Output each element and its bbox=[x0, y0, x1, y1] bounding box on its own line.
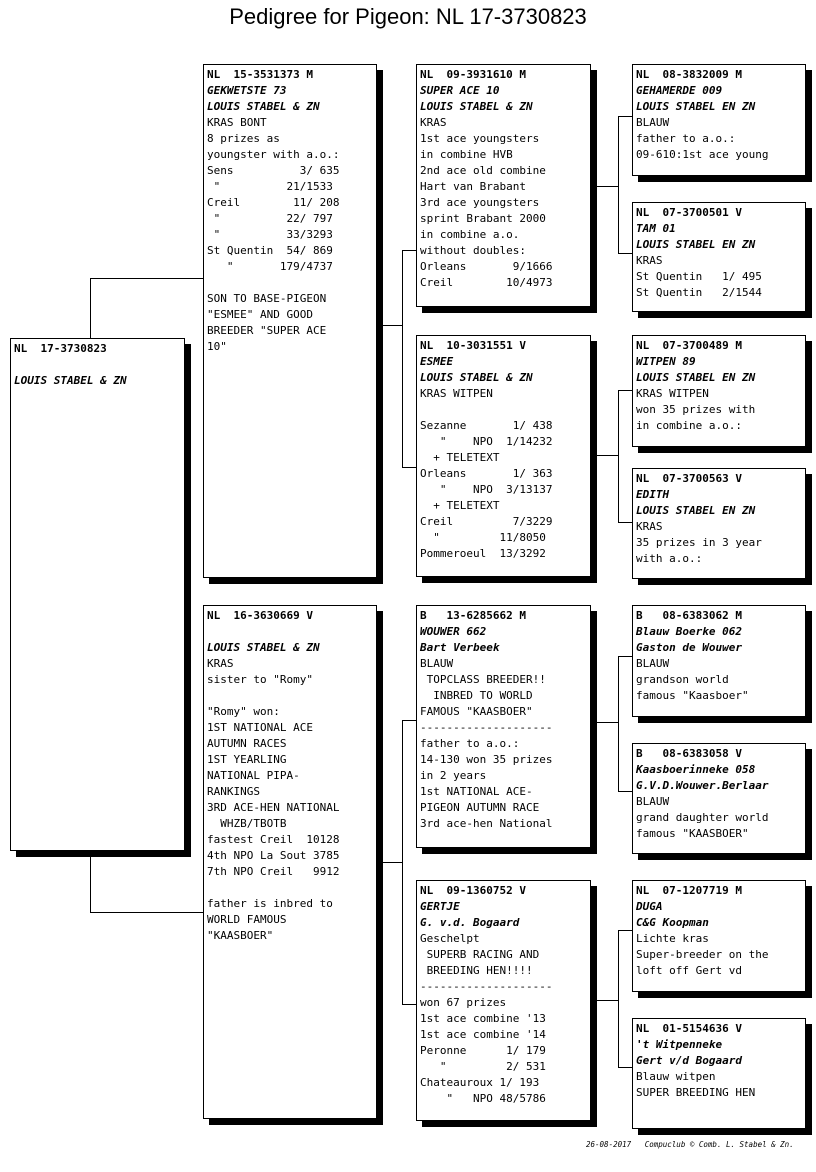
info-line: 1ST YEARLING bbox=[207, 753, 287, 766]
pigeon-name-line: Bart Verbeek bbox=[420, 641, 500, 654]
pigeon-name-line: SUPER ACE 10 bbox=[420, 84, 500, 97]
info-line: fastest Creil 10128 bbox=[207, 833, 340, 846]
info-line: famous "KAASBOER" bbox=[636, 827, 749, 840]
info-line: St Quentin 2/1544 bbox=[636, 286, 762, 299]
info-line: WHZB/TBOTB bbox=[207, 817, 287, 830]
pigeon-name-line: GEHAMERDE 009 bbox=[636, 84, 723, 97]
info-line: without doubles: bbox=[420, 244, 526, 257]
info-line: SON TO BASE-PIGEON bbox=[207, 292, 327, 305]
info-line: Creil 7/3229 bbox=[420, 515, 553, 528]
ring-number: NL 08-3832009 M bbox=[636, 68, 742, 81]
ring-number: NL 09-1360752 V bbox=[420, 884, 526, 897]
info-line: loft off Gert vd bbox=[636, 964, 742, 977]
info-line: BREEDER "SUPER ACE bbox=[207, 324, 327, 337]
pigeon-name-line: WITPEN 89 bbox=[636, 355, 696, 368]
info-line: WORLD FAMOUS bbox=[207, 913, 287, 926]
pigeon-name-line: Gaston de Wouwer bbox=[636, 641, 742, 654]
info-line: 4th NPO La Sout 3785 bbox=[207, 849, 340, 862]
info-line bbox=[207, 688, 373, 704]
info-line: 2nd ace old combine bbox=[420, 164, 546, 177]
info-line: BLAUW bbox=[420, 657, 454, 670]
info-line: Creil 10/4973 bbox=[420, 276, 553, 289]
info-line: 8 prizes as bbox=[207, 132, 280, 145]
connector-line bbox=[376, 325, 402, 326]
info-line bbox=[420, 402, 587, 418]
pigeon-card-sire-sire-dam bbox=[632, 202, 806, 312]
info-line: in combine a.o.: bbox=[636, 419, 742, 432]
connector-line bbox=[90, 912, 204, 913]
info-line: Creil 11/ 208 bbox=[207, 196, 340, 209]
pigeon-name-line: ESMEE bbox=[420, 355, 454, 368]
connector-line bbox=[590, 186, 618, 187]
pigeon-name-line: Blauw Boerke 062 bbox=[636, 625, 742, 638]
pigeon-card-sire-sire-sire bbox=[632, 64, 806, 176]
pigeon-name-line: G. v.d. Bogaard bbox=[420, 916, 520, 929]
info-line: BLAUW bbox=[636, 116, 670, 129]
pigeon-name-line: LOUIS STABEL EN ZN bbox=[636, 100, 756, 113]
info-line: 3rd ace-hen National bbox=[420, 817, 553, 830]
info-line: PIGEON AUTUMN RACE bbox=[420, 801, 540, 814]
info-line: 14-130 won 35 prizes bbox=[420, 753, 553, 766]
connector-line bbox=[90, 851, 91, 912]
info-line: SUPER BREEDING HEN bbox=[636, 1086, 756, 1099]
ring-number: NL 09-3931610 M bbox=[420, 68, 526, 81]
info-line: " 2/ 531 bbox=[420, 1060, 546, 1073]
pigeon-name-line: Gert v/d Bogaard bbox=[636, 1054, 742, 1067]
connector-line bbox=[590, 722, 618, 723]
footer-credit: 26-08-2017 Compuclub © Comb. L. Stabel & Zn. bbox=[586, 1140, 794, 1149]
pigeon-name-line: G.V.D.Wouwer.Berlaar bbox=[636, 779, 769, 792]
ring-number: NL 01-5154636 V bbox=[636, 1022, 742, 1035]
pigeon-card-dam bbox=[203, 605, 377, 1119]
info-line: sprint Brabant 2000 bbox=[420, 212, 546, 225]
info-line: sister to "Romy" bbox=[207, 673, 313, 686]
ring-number: B 08-6383058 V bbox=[636, 747, 742, 760]
pigeon-card-sire bbox=[203, 64, 377, 578]
pigeon-card-sire-sire bbox=[416, 64, 591, 307]
connector-line bbox=[590, 1000, 618, 1001]
pigeon-card-sire-dam-dam bbox=[632, 468, 806, 579]
info-line: AUTUMN RACES bbox=[207, 737, 287, 750]
info-line: TOPCLASS BREEDER!! bbox=[420, 673, 546, 686]
info-line: KRAS WITPEN bbox=[420, 387, 493, 400]
pigeon-name-line: TAM 01 bbox=[636, 222, 676, 235]
info-line: won 35 prizes with bbox=[636, 403, 756, 416]
connector-line bbox=[618, 116, 619, 254]
info-line: " 179/4737 bbox=[207, 260, 333, 273]
info-line: "Romy" won: bbox=[207, 705, 280, 718]
connector-line bbox=[618, 390, 619, 523]
pigeon-name-line: GERTJE bbox=[420, 900, 460, 913]
ring-number: NL 07-3700501 V bbox=[636, 206, 742, 219]
info-line: St Quentin 1/ 495 bbox=[636, 270, 762, 283]
pigeon-name-line: LOUIS STABEL & ZN bbox=[420, 100, 533, 113]
info-line: " 11/8050 bbox=[420, 531, 546, 544]
info-line: SUPERB RACING AND bbox=[420, 948, 540, 961]
info-line: Sens 3/ 635 bbox=[207, 164, 340, 177]
ring-number: NL 07-3700489 M bbox=[636, 339, 742, 352]
pigeon-name-line: LOUIS STABEL EN ZN bbox=[636, 371, 756, 384]
info-line: youngster with a.o.: bbox=[207, 148, 340, 161]
page-title: Pedigree for Pigeon: NL 17-3730823 bbox=[229, 4, 587, 29]
ring-number: NL 16-3630669 V bbox=[207, 609, 313, 622]
info-line: " NPO 3/13137 bbox=[420, 483, 553, 496]
info-line: 35 prizes in 3 year bbox=[636, 536, 762, 549]
connector-line bbox=[90, 278, 91, 340]
info-line: 1st ace combine '14 bbox=[420, 1028, 546, 1041]
connector-line bbox=[90, 278, 204, 279]
connector-line bbox=[402, 720, 403, 1005]
pigeon-name-line: LOUIS STABEL & ZN bbox=[207, 100, 320, 113]
info-line: 3rd ace youngsters bbox=[420, 196, 540, 209]
info-line: Lichte kras bbox=[636, 932, 709, 945]
pigeon-name-line: 't Witpenneke bbox=[636, 1038, 723, 1051]
info-line: 1ST NATIONAL ACE bbox=[207, 721, 313, 734]
info-line: " NPO 1/14232 bbox=[420, 435, 553, 448]
pigeon-card-dam-sire bbox=[416, 605, 591, 848]
pigeon-name-line: GEKWETSTE 73 bbox=[207, 84, 287, 97]
info-line: KRAS BONT bbox=[207, 116, 267, 129]
info-line bbox=[207, 880, 373, 896]
info-line: " 21/1533 bbox=[207, 180, 333, 193]
info-line: father is inbred to bbox=[207, 897, 333, 910]
info-line: KRAS bbox=[207, 657, 234, 670]
info-line: in 2 years bbox=[420, 769, 487, 782]
info-line: 10" bbox=[207, 340, 227, 353]
info-line: grand daughter world bbox=[636, 811, 769, 824]
pigeon-name-line: LOUIS STABEL EN ZN bbox=[636, 238, 756, 251]
info-line: NATIONAL PIPA- bbox=[207, 769, 300, 782]
info-line: + TELETEXT bbox=[420, 499, 500, 512]
info-line: father to a.o.: bbox=[420, 737, 520, 750]
info-line: father to a.o.: bbox=[636, 132, 736, 145]
info-line: 1st ace youngsters bbox=[420, 132, 540, 145]
info-line: 3RD ACE-HEN NATIONAL bbox=[207, 801, 340, 814]
info-line: INBRED TO WORLD bbox=[420, 689, 533, 702]
pigeon-card-subject bbox=[10, 338, 185, 851]
connector-line bbox=[618, 930, 619, 1068]
info-line: Hart van Brabant bbox=[420, 180, 526, 193]
info-line: BLAUW bbox=[636, 657, 670, 670]
info-line bbox=[207, 275, 373, 291]
info-line: KRAS bbox=[636, 254, 663, 267]
info-line: 1st NATIONAL ACE- bbox=[420, 785, 533, 798]
ring-number: NL 15-3531373 M bbox=[207, 68, 313, 81]
info-line bbox=[207, 624, 373, 640]
info-line: famous "Kaasboer" bbox=[636, 689, 749, 702]
info-line: Super-breeder on the bbox=[636, 948, 769, 961]
info-line: "KAASBOER" bbox=[207, 929, 274, 942]
pigeon-card-sire-dam bbox=[416, 335, 591, 577]
pigeon-name-line: LOUIS STABEL EN ZN bbox=[636, 504, 756, 517]
connector-line bbox=[402, 250, 403, 468]
info-line: -------------------- bbox=[420, 980, 553, 993]
info-line bbox=[14, 357, 181, 373]
pigeon-name-line: LOUIS STABEL & ZN bbox=[14, 374, 127, 387]
info-line: Chateauroux 1/ 193 bbox=[420, 1076, 540, 1089]
pigeon-name-line: WOUWER 662 bbox=[420, 625, 487, 638]
info-line: RANKINGS bbox=[207, 785, 260, 798]
info-line: -------------------- bbox=[420, 721, 553, 734]
pigeon-card-dam-dam bbox=[416, 880, 591, 1121]
info-line: in combine HVB bbox=[420, 148, 513, 161]
pigeon-name-line: LOUIS STABEL & ZN bbox=[420, 371, 533, 384]
ring-number: B 13-6285662 M bbox=[420, 609, 526, 622]
info-line: Sezanne 1/ 438 bbox=[420, 419, 553, 432]
ring-number: B 08-6383062 M bbox=[636, 609, 742, 622]
info-line: with a.o.: bbox=[636, 552, 703, 565]
pigeon-card-sire-dam-sire bbox=[632, 335, 806, 447]
info-line: St Quentin 54/ 869 bbox=[207, 244, 333, 257]
info-line: Pommeroeul 13/3292 bbox=[420, 547, 546, 560]
pigeon-name-line: DUGA bbox=[636, 900, 663, 913]
info-line: KRAS WITPEN bbox=[636, 387, 709, 400]
pigeon-name-line: LOUIS STABEL & ZN bbox=[207, 641, 320, 654]
pigeon-name-line: EDITH bbox=[636, 488, 670, 501]
info-line: in combine a.o. bbox=[420, 228, 520, 241]
connector-line bbox=[590, 455, 618, 456]
info-line: won 67 prizes bbox=[420, 996, 507, 1009]
pigeon-card-dam-sire-sire bbox=[632, 605, 806, 717]
info-line: BREEDING HEN!!!! bbox=[420, 964, 533, 977]
connector-line bbox=[376, 862, 402, 863]
info-line: KRAS bbox=[636, 520, 663, 533]
pigeon-card-dam-sire-dam bbox=[632, 743, 806, 854]
info-line: FAMOUS "KAASBOER" bbox=[420, 705, 533, 718]
pigeon-name-line: C&G Koopman bbox=[636, 916, 709, 929]
info-line: 1st ace combine '13 bbox=[420, 1012, 546, 1025]
info-line: BLAUW bbox=[636, 795, 670, 808]
pigeon-card-dam-dam-dam bbox=[632, 1018, 806, 1129]
info-line: 7th NPO Creil 9912 bbox=[207, 865, 340, 878]
info-line: Peronne 1/ 179 bbox=[420, 1044, 546, 1057]
info-line: Geschelpt bbox=[420, 932, 480, 945]
info-line: Blauw witpen bbox=[636, 1070, 716, 1083]
info-line: " 22/ 797 bbox=[207, 212, 333, 225]
info-line: "ESMEE" AND GOOD bbox=[207, 308, 313, 321]
ring-number: NL 07-3700563 V bbox=[636, 472, 742, 485]
pigeon-card-dam-dam-sire bbox=[632, 880, 806, 992]
info-line: 09-610:1st ace young bbox=[636, 148, 769, 161]
info-line: " NPO 48/5786 bbox=[420, 1092, 546, 1105]
ring-number: NL 07-1207719 M bbox=[636, 884, 742, 897]
info-line: " 33/3293 bbox=[207, 228, 333, 241]
info-line: grandson world bbox=[636, 673, 729, 686]
info-line: + TELETEXT bbox=[420, 451, 500, 464]
connector-line bbox=[618, 656, 619, 792]
info-line: KRAS bbox=[420, 116, 447, 129]
pigeon-name-line: Kaasboerinneke 058 bbox=[636, 763, 756, 776]
info-line: Orleans 1/ 363 bbox=[420, 467, 553, 480]
info-line: Orleans 9/1666 bbox=[420, 260, 553, 273]
ring-number: NL 10-3031551 V bbox=[420, 339, 526, 352]
ring-number: NL 17-3730823 bbox=[14, 342, 107, 355]
